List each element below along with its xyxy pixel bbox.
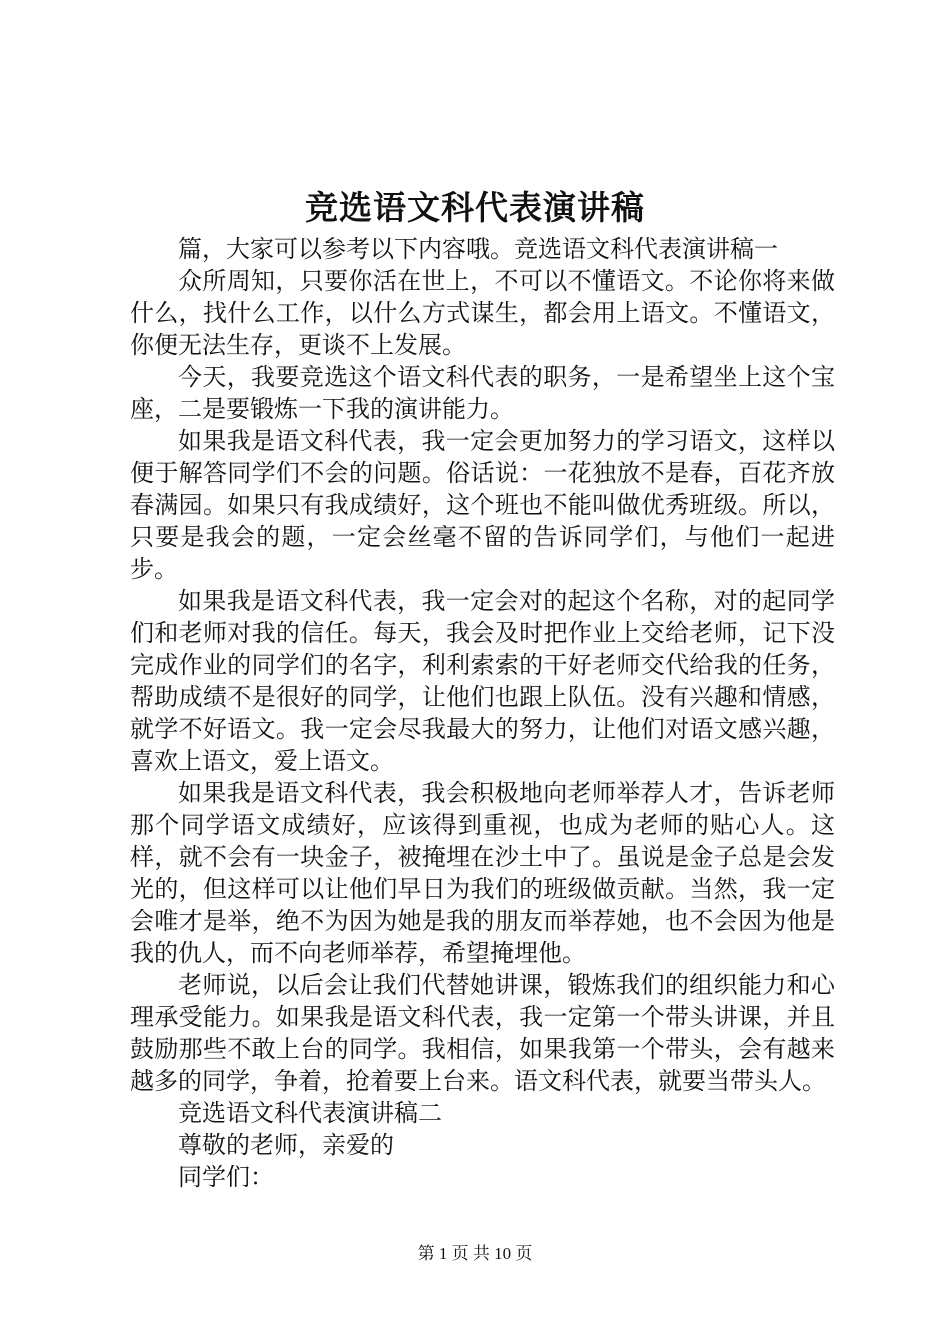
section-heading-two: 竞选语文科代表演讲稿二 bbox=[178, 1099, 442, 1127]
paragraph: 如果我是语文科代表，我会积极地向老师举荐人才，告诉老师那个同学语文成绩好，应该得到重视，也成为老师的贴心人。这样，就不会有一块金子，被掩埋在沙土中了。虽说是金子总是会发光的，但这样可以让他们早日为我们的班级做贡献。当然，我一定会唯才是举，绝不为因为她是我的朋友而举荐她，也不会因为他是我的仇人，而不向老师举荐，希望掩埋他。 bbox=[130, 779, 835, 967]
paragraph: 如果我是语文科代表，我一定会更加努力的学习语文，这样以便于解答同学们不会的问题。俗话说：一花独放不是春，百花齐放春满园。如果只有我成绩好，这个班也不能叫做优秀班级。所以，只要是我会的题，一定会丝毫不留的告诉同学们，与他们一起进步。 bbox=[130, 427, 835, 583]
document-title: 竞选语文科代表演讲稿 bbox=[305, 188, 645, 227]
paragraph-intro: 篇，大家可以参考以下内容哦。竞选语文科代表演讲稿一 bbox=[178, 235, 778, 263]
paragraph: 老师说，以后会让我们代替她讲课，锻炼我们的组织能力和心理承受能力。如果我是语文科代表，我一定第一个带头讲课，并且鼓励那些不敢上台的同学。我相信，如果我第一个带头，会有越来越多的同学，争着，抢着要上台来。语文科代表，就要当带头人。 bbox=[130, 971, 835, 1095]
paragraph: 今天，我要竞选这个语文科代表的职务，一是希望坐上这个宝座，二是要锻炼一下我的演讲能力。 bbox=[130, 363, 835, 423]
page-footer: 第 1 页 共 10 页 bbox=[417, 1244, 533, 1263]
paragraph: 众所周知，只要你活在世上，不可以不懂语文。不论你将来做什么，找什么工作，以什么方式谋生，都会用上语文。不懂语文，你便无法生存，更谈不上发展。 bbox=[130, 267, 835, 359]
paragraph: 如果我是语文科代表，我一定会对的起这个名称，对的起同学们和老师对我的信任。每天，我会及时把作业上交给老师，记下没完成作业的同学们的名字，利利索索的干好老师交代给我的任务，帮助成绩不是很好的同学，让他们也跟上队伍。没有兴趣和情感，就学不好语文。我一定会尽我最大的努力，让他们对语文感兴趣，喜欢上语文，爱上语文。 bbox=[130, 587, 835, 775]
salutation-line: 同学们： bbox=[178, 1163, 274, 1191]
salutation-line: 尊敬的老师，亲爱的 bbox=[178, 1131, 394, 1159]
document-body bbox=[130, 233, 835, 1193]
